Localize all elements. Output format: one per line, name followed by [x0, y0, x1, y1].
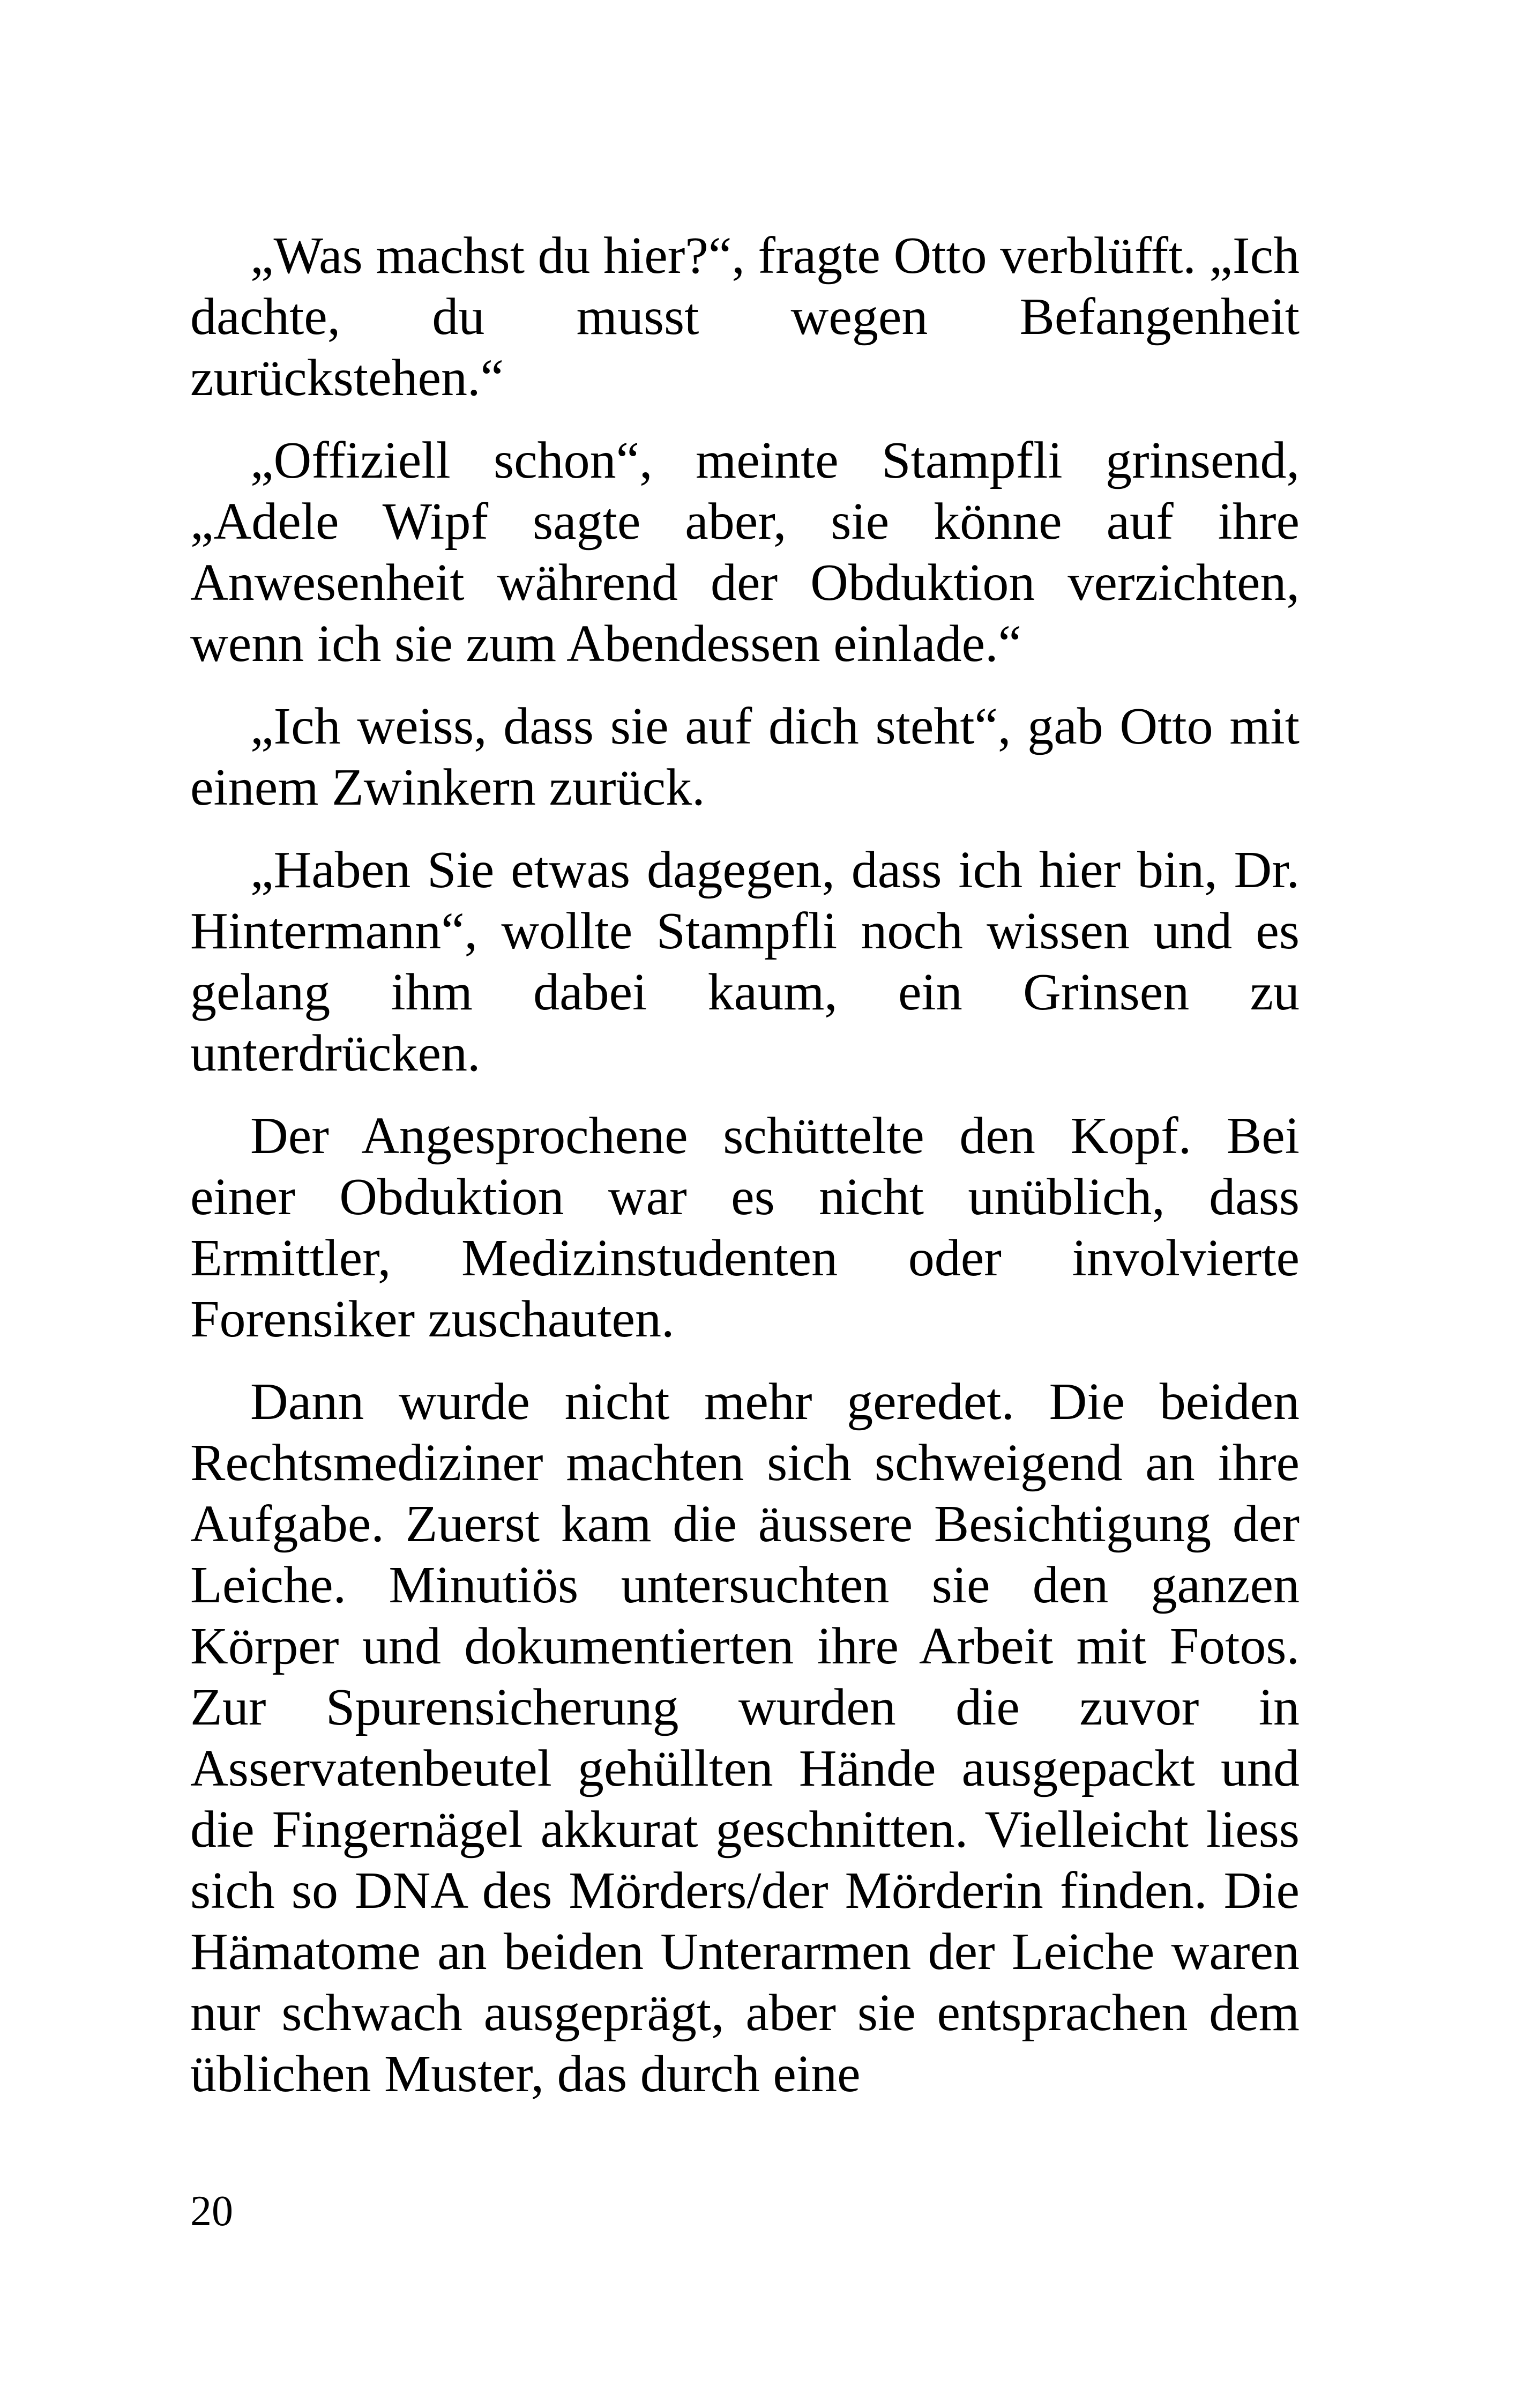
paragraph-5: Der Angesprochene schüttelte den Kopf. Bei einer Obduktion war es nicht unüblich, dass Ermittler, Medizinstudenten oder involvierte Forensiker zuschauten. — [190, 1107, 1300, 1348]
paragraph-1: „Was machst du hier?“, fragte Otto verblüfft. „Ich dachte, du musst wegen Befangenheit zurückstehen.“ — [190, 227, 1300, 407]
body-text — [190, 225, 1300, 2126]
paragraph-4: „Haben Sie etwas dagegen, dass ich hier bin, Dr. Hintermann“, wollte Stampfli noch wissen und es gelang ihm dabei kaum, ein Grinsen zu unterdrücken. — [190, 841, 1300, 1082]
paragraph-6: Dann wurde nicht mehr geredet. Die beiden Rechtsmediziner machten sich schweigend an ihre Aufgabe. Zuerst kam die äussere Besichtigung der Leiche. Minutiös untersuchten sie den ganzen Körper und dokumentierten ihre Arbeit mit Fotos. Zur Spurensicherung wurden die zuvor in Asservatenbeutel gehüllten Hände ausgepackt und die Fingernägel akkurat geschnitten. Vielleicht liess sich so DNA des Mörders/der Mörderin finden. Die Hämatome an beiden Unterarmen der Leiche waren nur schwach ausgeprägt, aber sie entsprachen dem üblichen Muster, das durch eine — [190, 1373, 1300, 2103]
page-number: 20 — [190, 2188, 233, 2235]
paragraph-3: „Ich weiss, dass sie auf dich steht“, gab Otto mit einem Zwinkern zurück. — [190, 697, 1300, 816]
paragraph-2: „Offiziell schon“, meinte Stampfli grinsend, „Adele Wipf sagte aber, sie könne auf ihre Anwesenheit während der Obduktion verzichten, wenn ich sie zum Abendessen einlade.“ — [190, 432, 1300, 673]
